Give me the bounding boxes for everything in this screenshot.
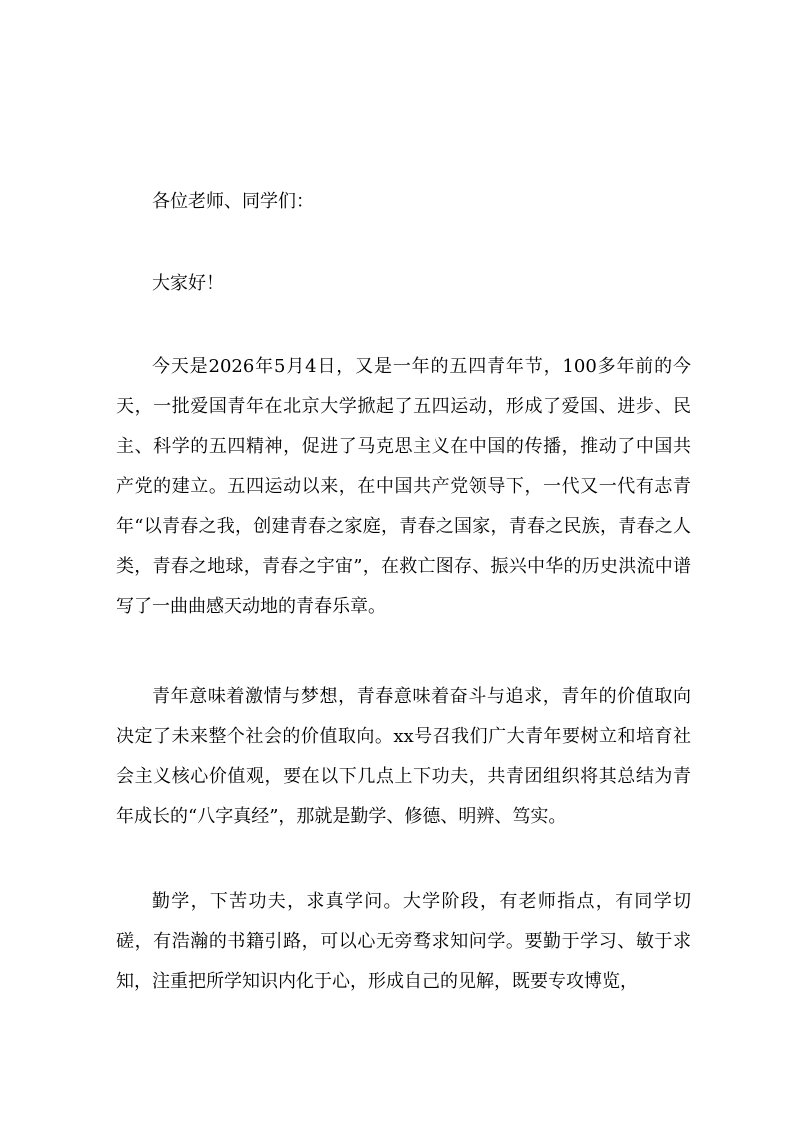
greeting-line: 各位老师、同学们： [152, 191, 314, 212]
paragraph-diligent-study: 勤学，下苦功夫，求真学问。大学阶段，有老师指点，有同学切磋，有浩瀚的书籍引路，可以心无旁骛求知问学。要勤于学习、敏于求知，注重把所学知识内化于心，形成自己的见解，既要专攻博览， [116, 891, 691, 992]
paragraph-may-fourth: 今天是2026年5月4日，又是一年的五四青年节，100多年前的今天，一批爱国青年在北京大学掀起了五四运动，形成了爱国、进步、民主、科学的五四精神，促进了马克思主义在中国的传播，推动了中国共产党的建立。五四运动以来，在中国共产党领导下，一代又一代有志青年“以青春之我，创建青春之家庭，青春之国家，青春之民族，青春之人类，青春之地球，青春之宇宙”，在救亡图存、振兴中华的历史洪流中谱写了一曲曲感天动地的青春乐章。 [116, 356, 691, 617]
paragraph-youth-values: 青年意味着激情与梦想，青春意味着奋斗与追求，青年的价值取向决定了未来整个社会的价值取向。xx号召我们广大青年要树立和培育社会主义核心价值观，要在以下几点上下功夫，共青团组织将其总结为青年成长的“八字真经”，那就是勤学、修德、明辨、笃实。 [116, 686, 691, 827]
salutation-line: 大家好！ [152, 273, 224, 294]
